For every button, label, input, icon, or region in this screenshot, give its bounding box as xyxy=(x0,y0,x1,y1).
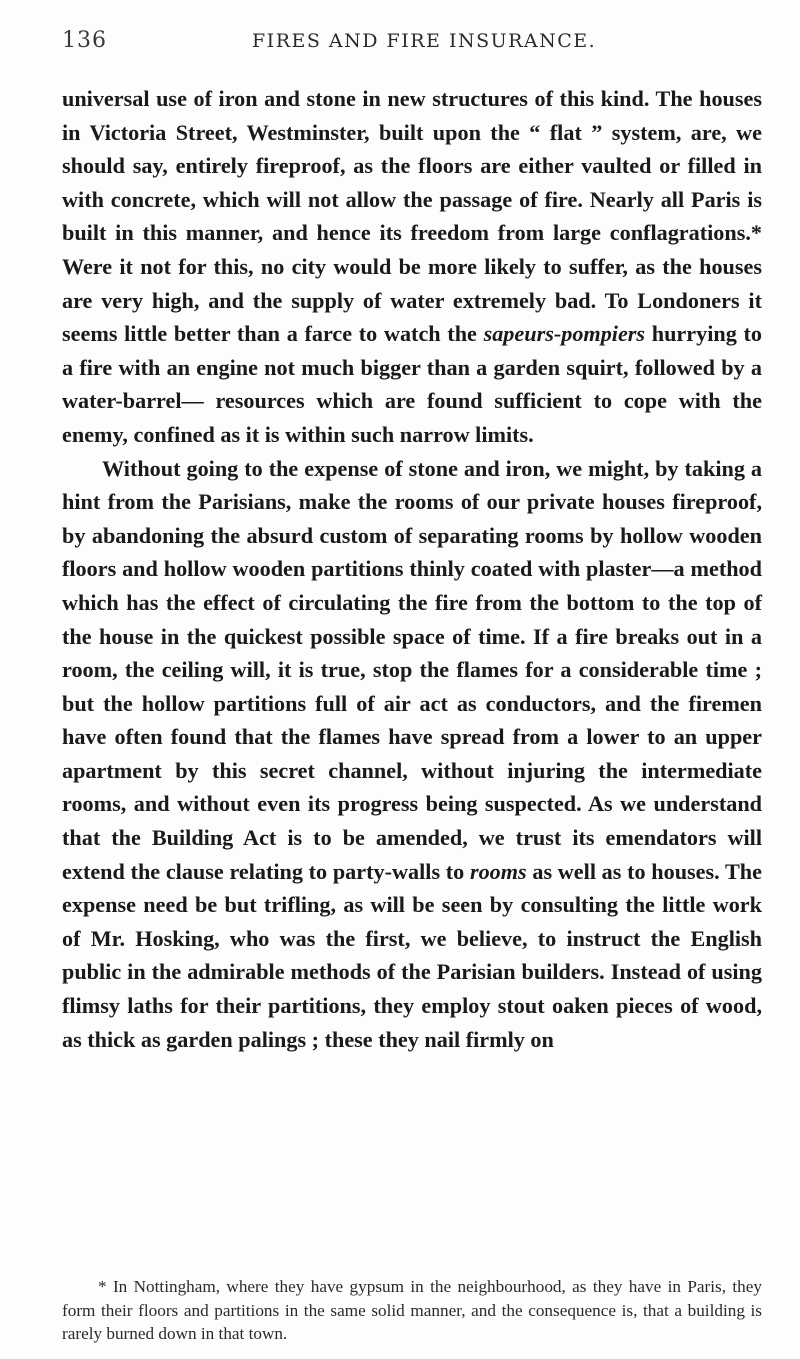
paragraph-1-italic: sapeurs-pompiers xyxy=(483,321,646,347)
paragraph-1 xyxy=(62,82,762,452)
footnote-text: * In Nottingham, where they have gypsum in the neighbourhood, as they have in Paris, they form their floors and partitions in the same solid manner, and the consequence is, that a building is rarely burned down in that town. xyxy=(62,1277,762,1343)
body-text xyxy=(62,82,762,1056)
paragraph-2-italic: rooms xyxy=(469,858,527,884)
paragraph-1-text-a: universal use of iron and stone in new structures of this kind. The houses in Victoria Street, Westminster, built upon the “ flat ” system, are, we should say, entirely fireproof, as the floors are either vaulted or filled in with concrete, which will not allow the passage of fire. Nearly all Paris is built in this manner, and hence its freedom from large conflagrations.* Were it not for this, no city would be more likely to suffer, as the houses are very high, and the supply of water extremely bad. To Londoners it seems little better than a farce to watch the xyxy=(62,86,762,347)
paragraph-1-text-b: hurrying to a fire with an engine not much bigger than a garden squirt, followed by a water-barrel— resources which are found sufficient to cope with the enemy, confined as it is within such narrow limits. xyxy=(62,321,762,447)
paragraph-2-text-b: as well as to houses. The expense need be but trifling, as will be seen by consulting the little work of Mr. Hosking, who was the first, we believe, to instruct the English public in the admirable methods of the Parisian builders. Instead of using flimsy laths for their partitions, they employ stout oaken pieces of wood, as thick as garden palings ; these they nail firmly on xyxy=(62,858,762,1052)
paragraph-2 xyxy=(62,452,762,1057)
page-header xyxy=(62,28,762,58)
page-number: 136 xyxy=(62,28,107,53)
paragraph-2-text-a: Without going to the expense of stone and iron, we might, by taking a hint from the Parisians, make the rooms of our private houses fireproof, by abandoning the absurd custom of separating rooms by hollow wooden floors and hollow wooden partitions thinly coated with plaster—a method which has the effect of circulating the fire from the bottom to the top of the house in the quickest possible space of time. If a fire breaks out in a room, the ceiling will, it is true, stop the flames for a considerable time ; but the hollow partitions full of air act as conductors, and the firemen have often found that the flames have spread from a lower to an upper apartment by this secret channel, without injuring the intermediate rooms, and without even its progress being suspected. As we understand that the Building Act is to be amended, we trust its emendators will extend the clause relating to party-walls to xyxy=(62,455,762,884)
running-head: FIRES AND FIRE INSURANCE. xyxy=(252,30,597,52)
footnote xyxy=(62,1275,762,1346)
